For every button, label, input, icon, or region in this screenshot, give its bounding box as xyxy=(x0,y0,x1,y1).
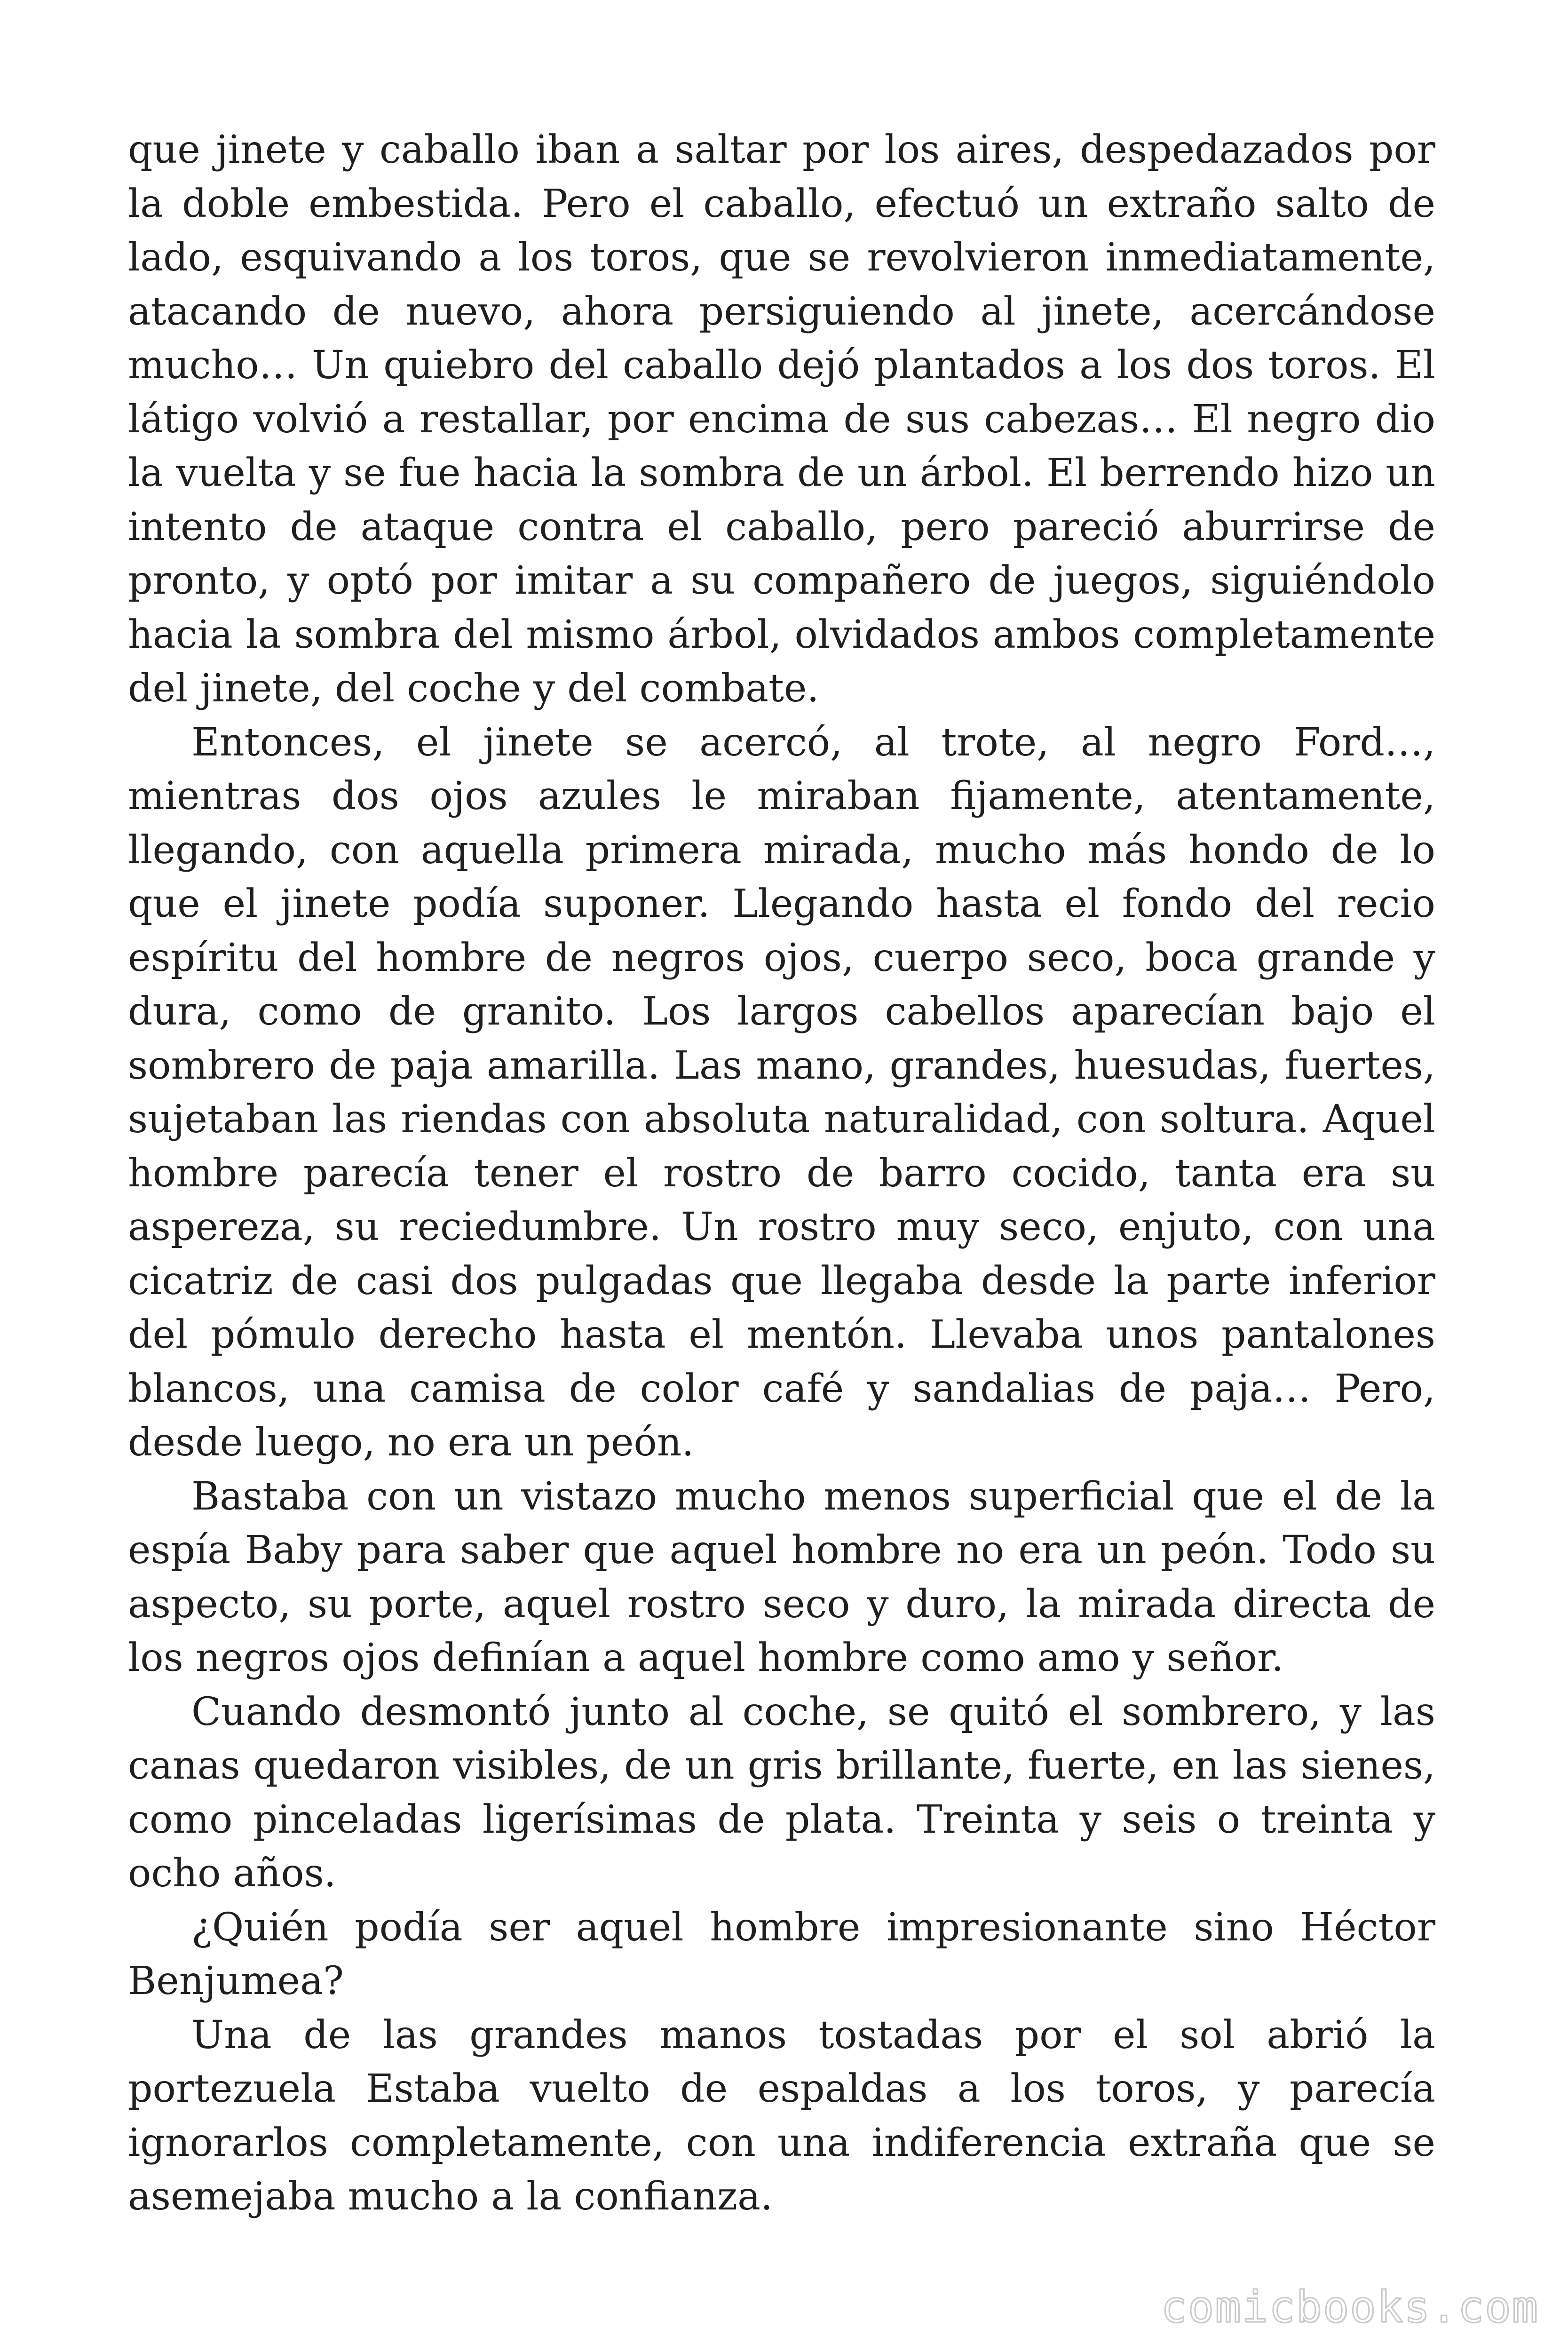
paragraph-4: Cuando desmontó junto al coche, se quitó el sombrero, y las canas quedaron visibles, de un gris brillante, fuerte, en las sienes, como pinceladas ligerísimas de plata. Treinta y seis o treinta y ocho años. xyxy=(128,1689,1435,1896)
paragraph-3: Bastaba con un vistazo mucho menos superficial que el de la espía Baby para saber que aquel hombre no era un peón. Todo su aspecto, su porte, aquel rostro seco y duro, la mirada directa de los negros ojos definían a aquel hombre como amo y señor. xyxy=(128,1474,1435,1680)
watermark: comicbooks.com xyxy=(1161,2282,1539,2332)
paragraph-2: Entonces, el jinete se acercó, al trote, al negro Ford…, mientras dos ojos azules le miraban fijamente, atentamente, llegando, con aquella primera mirada, mucho más hondo de lo que el jinete podía suponer. Llegando hasta el fondo del recio espíritu del hombre de negros ojos, cuerpo seco, boca grande y dura, como de granito. Los largos cabellos aparecían bajo el sombrero de paja amarilla. Las mano, grandes, huesudas, fuertes, sujetaban las riendas con absoluta naturalidad, con soltura. Aquel hombre parecía tener el rostro de barro cocido, tanta era su aspereza, su reciedumbre. Un rostro muy seco, enjuto, con una cicatriz de casi dos pulgadas que llegaba desde la parte inferior del pómulo derecho hasta el mentón. Llevaba unos pantalones blancos, una camisa de color café y sandalias de paja… Pero, desde luego, no era un peón. xyxy=(128,720,1435,1465)
paragraph-6: Una de las grandes manos tostadas por el sol abrió la portezuela Estaba vuelto de espaldas a los toros, y parecía ignorarlos completamente, con una indiferencia extraña que se asemejaba mucho a la confianza. xyxy=(128,2012,1435,2219)
paragraph-1: que jinete y caballo iban a saltar por los aires, despedazados por la doble embestida. Pero el caballo, efectuó un extraño salto de lado, esquivando a los toros, que se revolvieron inmediatamente, atacando de nuevo, ahora persiguiendo al jinete, acercándose mucho… Un quiebro del caballo dejó plantados a los dos toros. El látigo volvió a restallar, por encima de sus cabezas… El negro dio la vuelta y se fue hacia la sombra de un árbol. El berrendo hizo un intento de ataque contra el caballo, pero pareció aburrirse de pronto, y optó por imitar a su compañero de juegos, siguiéndolo hacia la sombra del mismo árbol, olvidados ambos completamente del jinete, del coche y del combate. xyxy=(128,127,1435,711)
paragraph-5: ¿Quién podía ser aquel hombre impresionante sino Héctor Benjumea? xyxy=(128,1905,1435,2003)
body-text xyxy=(128,123,1435,2224)
